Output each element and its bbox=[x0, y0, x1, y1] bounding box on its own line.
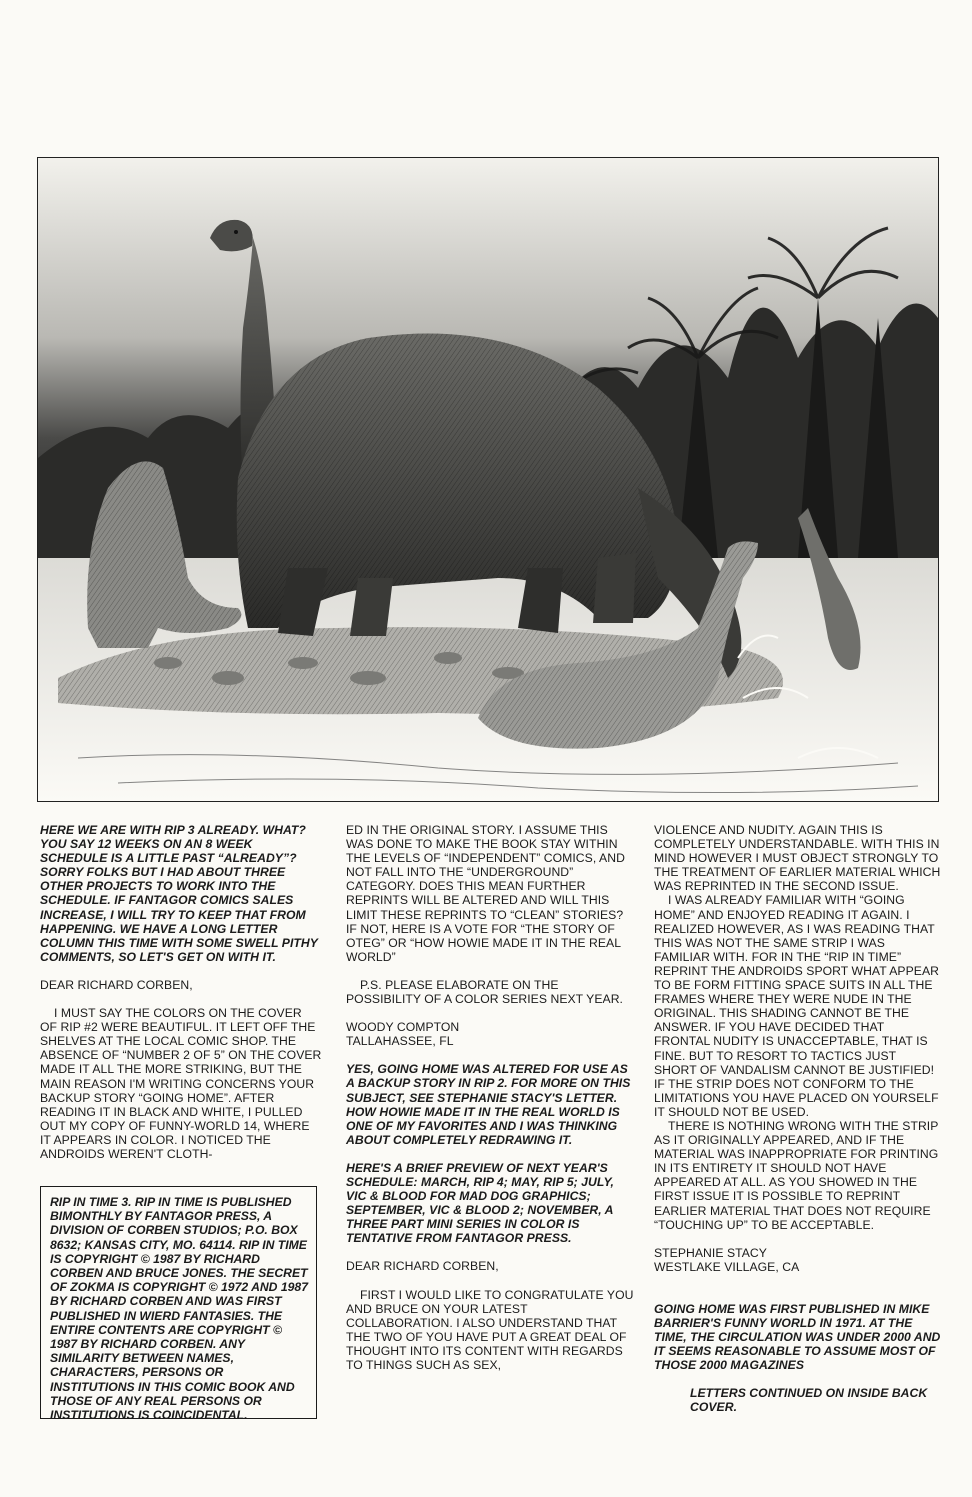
letter2-paragraph-2: I WAS ALREADY FAMILIAR WITH “GOING HOME” AND ENJOYED READING IT AGAIN. I REALIZED HOWEVER, AS I WAS READING THAT THIS WAS NOT THE SAME STRIP I WAS FAMILIAR WITH. FOR IN THE “RIP IN TIME” REPRINT THE ANDROIDS SPORT WHAT APPEAR TO BE FORM FITTING SPACE SUITS IN ALL THE FRAMES WHERE THEY WERE NUDE IN THE ORIGINAL. THIS SHADING CANNOT BE THE ANSWER. IF YOU HAVE DECIDED THAT FRONTAL NUDITY IS UNACCEPTABLE, THAT IS FINE. BUT TO RESORT TO TACTICS JUST SHORT OF VANDALISM CANNOT BE JUSTIFIED! IF THE STRIP DOES NOT CONFORM TO THE LIMITATIONS YOU HAVE PLACED ON YOURSELF IT SHOULD NOT BE USED. bbox=[654, 893, 939, 1119]
editor-intro: HERE WE ARE WITH RIP 3 ALREADY. WHAT? YOU SAY 12 WEEKS ON AN 8 WEEK SCHEDULE IS A LITTLE PAST “ALREADY”? SORRY FOLKS BUT I HAD ABOUT THREE OTHER PROJECTS TO WORK INTO THE SCHEDULE. IF FANTAGOR COMICS SALES INCREASE, I WILL TRY TO KEEP THAT FROM HAPPENING. WE HAVE A LONG LETTER COLUMN THIS TIME WITH SOME SWELL PITHY COMMENTS, SO LET'S GET ON WITH IT. bbox=[40, 823, 318, 964]
editor-reply-1: YES, GOING HOME WAS ALTERED FOR USE AS A BACKUP STORY IN RIP 2. FOR MORE ON THIS SUBJECT, SEE STEPHANIE STACY'S LETTER. HOW HOWIE MADE IT IN THE REAL WORLD IS ONE OF MY FAVORITES AND I WAS THINKING ABOUT COMPLETELY REDRAWING IT. bbox=[346, 1062, 631, 1147]
editor-reply-3: GOING HOME WAS FIRST PUBLISHED IN MIKE BARRIER'S FUNNY WORLD IN 1971. AT THE TIME, THE CIRCULATION WAS UNDER 2000 AND IT SEEMS REASONABLE TO ASSUME MOST OF THOSE 2000 MAGAZINES bbox=[654, 1301, 941, 1373]
letter2-signature bbox=[654, 1246, 941, 1274]
letters-column-2 bbox=[346, 823, 636, 1386]
letter2-salutation: DEAR RICHARD CORBEN, bbox=[346, 1259, 499, 1274]
letter1-postscript: P.S. PLEASE ELABORATE ON THE POSSIBILITY OF A COLOR SERIES NEXT YEAR. bbox=[346, 977, 623, 1007]
dinosaur-illustration bbox=[37, 157, 939, 802]
letter1-paragraph-1: I MUST SAY THE COLORS ON THE COVER OF RIP #2 WERE BEAUTIFUL. IT LEFT OFF THE SHELVES AT THE LOCAL COMIC SHOP. THE ABSENCE OF “NUMBER 2 OF 5” ON THE COVER MADE IT ALL THE MORE STRIKING, BUT THE MAIN REASON I'M WRITING CONCERNS YOUR BACKUP STORY “GOING HOME”. AFTER READING IT IN BLACK AND WHITE, I PULLED OUT MY COPY OF FUNNY-WORLD 14, WHERE IT APPEARS IN COLOR. I NOTICED THE ANDROIDS WEREN'T CLOTH- bbox=[40, 1006, 322, 1161]
signature-name: STEPHANIE STACY bbox=[654, 1245, 767, 1260]
letters-column-3 bbox=[654, 823, 941, 1429]
illustration-artwork bbox=[38, 158, 938, 801]
letter2-paragraph-1-continued: VIOLENCE AND NUDITY. AGAIN THIS IS COMPLETELY UNDERSTANDABLE. WITH THIS IN MIND HOWEVER I MUST OBJECT STRONGLY TO THE TREATMENT OF EARLIER MATERIAL WHICH WAS REPRINTED IN THE SECOND ISSUE. bbox=[654, 823, 941, 894]
letter2-paragraph-3: THERE IS NOTHING WRONG WITH THE STRIP AS IT ORIGINALLY APPEARED, AND IF THE MATERIAL WAS INAPPROPRIATE FOR PRINTING IN ITS ENTIRETY IT SHOULD NOT HAVE APPEARED AT ALL. AS YOU SHOWED IN THE FIRST ISSUE IT IS POSSIBLE TO REPRINT EARLIER MATERIAL THAT DOES NOT REQUIRE “TOUCHING UP” TO BE ACCEPTABLE. bbox=[654, 1118, 939, 1232]
letter1-salutation: DEAR RICHARD CORBEN, bbox=[40, 977, 193, 992]
letter1-signature bbox=[346, 1020, 636, 1048]
indicia-box: RIP IN TIME 3. RIP IN TIME IS PUBLISHED BIMONTHLY BY FANTAGOR PRESS, A DIVISION OF CORBEN STUDIOS; P.O. BOX 8632; KANSAS CITY, MO. 64114. RIP IN TIME IS COPYRIGHT © 1987 BY RICHARD CORBEN AND BRUCE JONES. THE SECRET OF ZOKMA IS COPYRIGHT © 1972 AND 1987 BY RICHARD CORBEN AND WAS FIRST PUBLISHED IN WIERD FANTASIES. THE ENTIRE CONTENTS ARE COPYRIGHT © 1987 BY RICHARD CORBEN. ANY SIMILARITY BETWEEN NAMES, CHARACTERS, PERSONS OR INSTITUTIONS IN THIS COMIC BOOK AND THOSE OF ANY REAL PERSONS OR INSTITUTIONS IS COINCIDENTAL. bbox=[40, 1186, 317, 1419]
signature-place: TALLAHASSEE, FL bbox=[346, 1034, 454, 1049]
letter2-paragraph-1: FIRST I WOULD LIKE TO CONGRATULATE YOU AND BRUCE ON YOUR LATEST COLLABORATION. I ALSO UNDERSTAND THAT THE TWO OF YOU HAVE PUT A GREAT DEAL OF THOUGHT INTO ITS CONTENT WITH REGARDS TO THINGS SUCH AS SEX, bbox=[346, 1287, 634, 1372]
continued-note: LETTERS CONTINUED ON INSIDE BACK COVER. bbox=[690, 1386, 928, 1415]
signature-name: WOODY COMPTON bbox=[346, 1020, 460, 1035]
editor-reply-2: HERE'S A BRIEF PREVIEW OF NEXT YEAR'S SCHEDULE: MARCH, RIP 4; MAY, RIP 5; JULY, VIC & BLOOD FOR MAD DOG GRAPHICS; SEPTEMBER, VIC & BLOOD 2; NOVEMBER, A THREE PART MINI SERIES IN COLOR IS TENTATIVE FROM FANTAGOR PRESS. bbox=[346, 1160, 614, 1246]
letters-column-1 bbox=[40, 823, 322, 1175]
signature-place: WESTLAKE VILLAGE, CA bbox=[654, 1259, 800, 1274]
letter1-paragraph-2: ED IN THE ORIGINAL STORY. I ASSUME THIS WAS DONE TO MAKE THE BOOK STAY WITHIN THE LEVELS OF “INDEPENDENT” COMICS, AND NOT FALL INTO THE “UNDERGROUND” CATEGORY. DOES THIS MEAN FURTHER REPRINTS WILL BE ALTERED AND WILL THIS LIMIT THESE REPRINTS TO “CLEAN” STORIES? IF NOT, HERE IS A VOTE FOR “THE STORY OF OTEG” OR “HOW HOWIE MADE IT IN THE REAL WORLD” bbox=[346, 823, 625, 964]
